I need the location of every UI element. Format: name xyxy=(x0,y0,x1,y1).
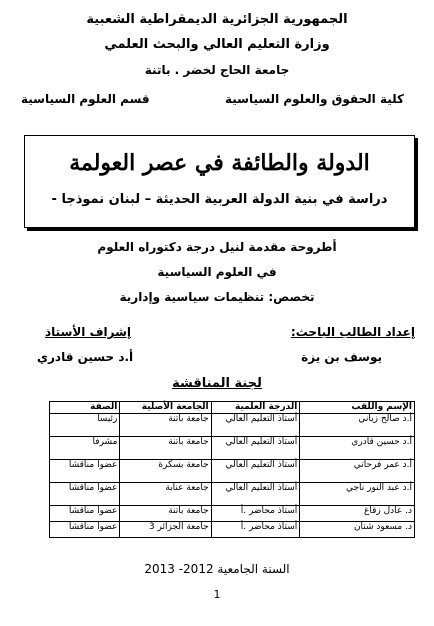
table-row xyxy=(50,414,415,437)
member-grade: أستاذ محاضر .أ xyxy=(211,522,300,538)
supervisor-name: أ.د حسين قادري xyxy=(37,350,134,364)
header-grade: الدرجة العلمية xyxy=(211,402,300,414)
thesis-subtitle: دراسة في بنية الدولة العربية الحديثة – لبنان نموذجا - xyxy=(51,192,388,207)
ministry-heading: وزارة التعليم العالي والبحث العلمي xyxy=(104,37,330,52)
member-grade: أستاذ التعليم العالي xyxy=(211,483,300,506)
member-role: عضوا مناقشا xyxy=(50,460,120,483)
republic-heading: الجمهورية الجزائرية الديمقراطية الشعبية xyxy=(86,12,348,27)
table-row xyxy=(50,460,415,483)
member-university: جامعة بسكرة xyxy=(120,460,211,483)
member-name: أ.د عبد النور ناجي xyxy=(300,483,415,506)
student-label: إعداد الطالب الباحث: xyxy=(290,325,415,339)
member-role: عضوا مناقشا xyxy=(50,506,120,522)
thesis-degree-line: أطروحة مقدمة لنيل درجة دكتوراه العلوم xyxy=(97,240,337,254)
member-name: أ.د صالح زياني xyxy=(300,414,415,437)
faculty-label: كلية الحقوق والعلوم السياسية xyxy=(224,92,404,106)
table-row xyxy=(50,483,415,506)
student-name: يوسف بن يزة xyxy=(301,350,382,364)
page-number: 1 xyxy=(213,588,221,601)
member-name: أ.د حسين قادري xyxy=(300,437,415,460)
committee-table xyxy=(49,401,415,538)
title-box xyxy=(24,135,415,228)
header-role: الصفة xyxy=(50,402,120,414)
committee-title: لجنة المناقشة xyxy=(172,376,262,391)
header-university: الجامعة الأصلية xyxy=(120,402,211,414)
member-name: د. مسعود شنان xyxy=(300,522,415,538)
member-name: أ.د عمر فرحاتي xyxy=(300,460,415,483)
department-label: قسم العلوم السياسية xyxy=(21,92,150,106)
member-university: جامعة باتنة xyxy=(120,506,211,522)
member-grade: أستاذ محاضر .أ xyxy=(211,506,300,522)
member-university: جامعة باتنة xyxy=(120,437,211,460)
thesis-field-line: في العلوم السياسية xyxy=(157,265,277,279)
thesis-specialty-line: تخصص: تنظيمات سياسية وإدارية xyxy=(119,290,315,304)
member-university: جامعة باتنة xyxy=(120,414,211,437)
member-role: عضوا مناقشا xyxy=(50,522,120,538)
member-grade: أستاذ التعليم العالي xyxy=(211,437,300,460)
member-role: عضوا مناقشا xyxy=(50,483,120,506)
table-row xyxy=(50,522,415,538)
member-role: رئيسا xyxy=(50,414,120,437)
thesis-title: الدولة والطائفة في عصر العولمة xyxy=(69,150,370,176)
header-name: الإسم واللقب xyxy=(300,402,415,414)
table-row xyxy=(50,437,415,460)
member-university: جامعة الجزائر 3 xyxy=(120,522,211,538)
committee-header-row xyxy=(50,402,415,414)
member-name: د. عادل زقاغ xyxy=(300,506,415,522)
member-grade: أستاذ التعليم العالي xyxy=(211,414,300,437)
university-heading: جامعة الحاج لخضر . باتنة xyxy=(144,63,290,77)
member-university: جامعة عنابة xyxy=(120,483,211,506)
table-row xyxy=(50,506,415,522)
member-role: مشرفا xyxy=(50,437,120,460)
supervisor-label: إشراف الأستاذ xyxy=(45,325,132,339)
member-grade: أستاذ التعليم العالي xyxy=(211,460,300,483)
academic-year: السنة الجامعية 2012- 2013 xyxy=(144,562,290,576)
